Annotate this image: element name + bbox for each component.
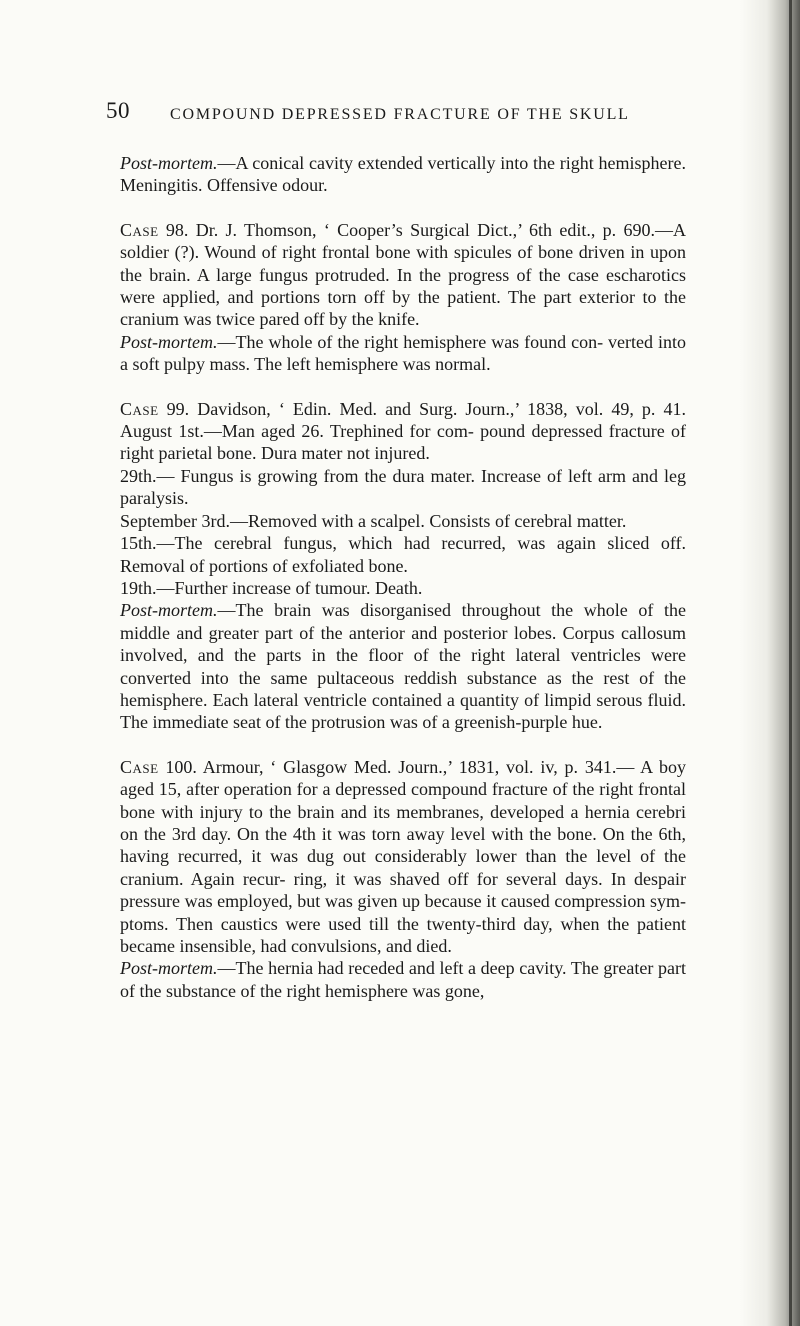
- paragraph-case-99: [120, 398, 686, 465]
- paragraph-text: 100. Armour, ‘ Glasgow Med. Journ.,’ 1831, vol. iv, p. 341.— A boy aged 15, after operation for a depressed compound fracture of the right frontal bone with injury to the brain and its membranes, developed a hernia cerebri on the 3rd day. On the 4th it was torn away level with the bone. On the 6th, having recurred, it was dug out considerably lower than the level of the cranium. Again recur- ring, it was shaved off for several days. In despair pressure was employed, but was given up because it caused compression sym- ptoms. Then caustics were used till the twenty-third day, when the patient became insensible, had convulsions, and died.: [120, 756, 686, 956]
- paragraph-text: —The whole of the right hemisphere was found con- verted into a soft pulpy mass. The left hemisphere was normal.: [120, 331, 686, 375]
- page-number: 50: [106, 98, 130, 123]
- case-label: Case: [120, 756, 159, 777]
- paragraph-text: 98. Dr. J. Thomson, ‘ Cooper’s Surgical Dict.,’ 6th edit., p. 690.—A soldier (?). Wound of right frontal bone with spicules of bone driven in upon the brain. A large fungus protruded. In the progress of the case escharotics were applied, and portions torn off by the patient. The part exterior to the cranium was twice pared off by the knife.: [120, 219, 686, 330]
- post-mortem-label: Post-mortem.: [120, 600, 218, 621]
- paragraph-september-3rd: [120, 510, 686, 532]
- page-edge-line: [789, 0, 792, 1326]
- paragraph-text: —The hernia had receded and left a deep cavity. The greater part of the substance of the right hemisphere was gone,: [120, 958, 686, 1001]
- paragraph-case-100: [120, 756, 686, 958]
- paragraph-text: 29th.— Fungus is growing from the dura mater. Increase of left arm and leg paralysis.: [120, 465, 686, 509]
- paragraph-text: —A conical cavity extended vertically into the right hemisphere. Meningitis. Offensive odour.: [120, 153, 686, 196]
- paragraph-post-mortem-1: [120, 152, 686, 197]
- paragraph-post-mortem-2: [120, 331, 686, 376]
- case-label: Case: [120, 398, 159, 419]
- paragraph-text: September 3rd.—Removed with a scalpel. Consists of cerebral matter.: [120, 510, 627, 531]
- paragraph-case-98: [120, 219, 686, 331]
- paragraph-15th: [120, 532, 686, 577]
- paragraph-text: 15th.—The cerebral fungus, which had recurred, was again sliced off. Removal of portions of exfoliated bone.: [120, 533, 686, 576]
- post-mortem-label: Post-mortem.: [120, 958, 218, 979]
- paragraph-text: 99. Davidson, ‘ Edin. Med. and Surg. Journ.,’ 1838, vol. 49, p. 41. August 1st.—Man aged 26. Trephined for com- pound depressed fracture of right parietal bone. Dura mater not injured.: [120, 398, 686, 464]
- paragraph-text: 19th.—Further increase of tumour. Death.: [120, 577, 423, 598]
- paragraph-text: —The brain was disorganised throughout the whole of the middle and greater part of the anterior and posterior lobes. Corpus callosum involved, and the parts in the floor of the right lateral ventricles were converted into the same pultaceous reddish substance as the rest of the hemisphere. Each lateral ventricle contained a quantity of limpid serous fluid. The immediate seat of the protrusion was of a greenish-purple hue.: [120, 600, 686, 733]
- paragraph-29th: [120, 465, 686, 510]
- paragraph-post-mortem-4: [120, 957, 686, 1002]
- body-text: [120, 152, 686, 1002]
- paragraph-post-mortem-3: [120, 599, 686, 733]
- post-mortem-label: Post-mortem.: [120, 153, 218, 173]
- case-label: Case: [120, 219, 159, 240]
- paragraph-19th: [120, 577, 686, 599]
- running-head: COMPOUND DEPRESSED FRACTURE OF THE SKULL: [170, 106, 630, 123]
- page-header: [106, 98, 706, 130]
- post-mortem-label: Post-mortem.: [120, 331, 218, 352]
